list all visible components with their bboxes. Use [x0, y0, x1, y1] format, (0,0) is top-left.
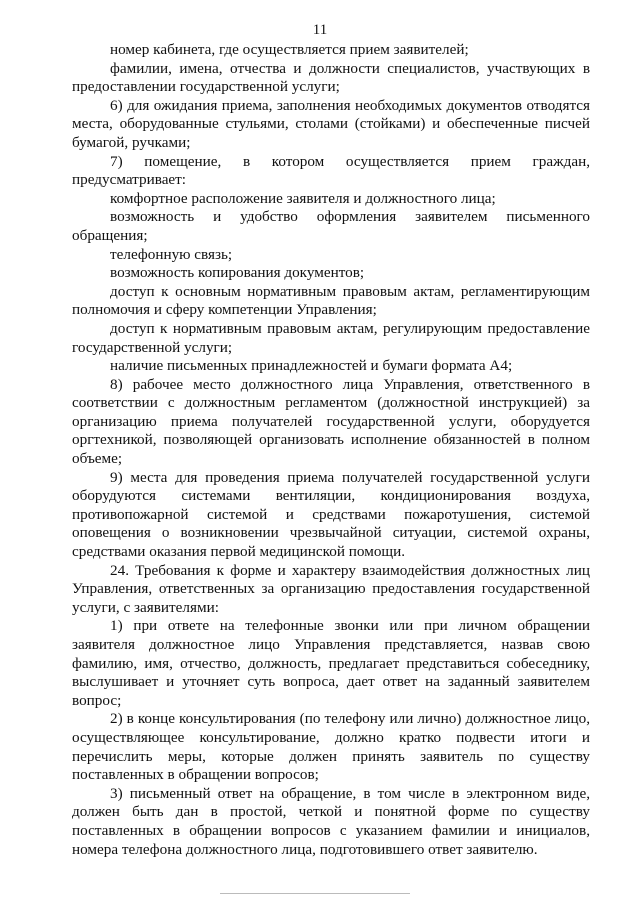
paragraph: комфортное расположение заявителя и должностного лица; [110, 189, 496, 207]
paragraph: 3) письменный ответ на обращение, в том числе в электронном виде, должен быть дан в простой, четкой и понятной форме по существу поставленных в обращении вопросов с указанием фамилии и инициалов, номера телефона должностного лица, подготовившего ответ заявителю. [72, 784, 590, 858]
document-body [72, 41, 590, 859]
paragraph: наличие письменных принадлежностей и бумаги формата А4; [110, 357, 513, 375]
page-number: 11 [312, 22, 328, 38]
paragraph: 7) помещение, в котором осуществляется прием граждан, предусматривает: [72, 152, 590, 189]
paragraph: телефонную связь; [110, 245, 233, 263]
paragraph: 1) при ответе на телефонные звонки или при личном обращении заявителя должностное лицо Управления представляется, назвав свою фамилию, имя, отчество, должность, предлагает представиться собеседнику, выслушивает и уточняет суть вопроса, дает ответ на заданный заявителем вопрос; [72, 617, 590, 709]
paragraph: возможность и удобство оформления заявителем письменного обращения; [72, 208, 590, 244]
paragraph: возможность копирования документов; [110, 264, 365, 282]
paragraph: 8) рабочее место должностного лица Управления, ответственного в соответствии с должностным регламентом (должностной инструкцией) за организацию приема получателей государственной услуги, оборудуется оргтехникой, позволяющей организовать исполнение обязанностей в полном объеме; [72, 375, 590, 468]
paragraph: доступ к нормативным правовым актам, регулирующим предоставление государственной услуги; [72, 319, 590, 356]
paragraph: 24. Требования к форме и характеру взаимодействия должностных лиц Управления, ответственных за организацию предоставления государственной услуги, с заявителями: [72, 561, 590, 616]
paragraph: номер кабинета, где осуществляется прием заявителей; [110, 41, 469, 58]
paragraph: 2) в конце консультирования (по телефону или лично) должностное лицо, осуществляющее консультирование, должно кратко подвести итоги и перечислить меры, которые должен принять заявитель по существу поставленных в обращении вопросов; [72, 710, 590, 784]
paragraph: фамилии, имена, отчества и должности специалистов, участвующих в предоставлении государственной услуги; [72, 59, 590, 96]
scan-edge-line [220, 893, 410, 894]
paragraph: 9) места для проведения приема получателей государственной услуги оборудуются системами вентиляции, кондиционирования воздуха, противопожарной системой и средствами пожаротушения, системой оповещения о возникновении чрезвычайной ситуации, системой охраны, средствами оказания первой медицинской помощи. [72, 468, 590, 561]
paragraph: доступ к основным нормативным правовым актам, регламентирующим полномочия и сферу компетенции Управления; [72, 282, 590, 319]
paragraph: 6) для ожидания приема, заполнения необходимых документов отводятся места, оборудованные стульями, столами (стойками) и обеспеченные писчей бумагой, ручками; [72, 96, 590, 151]
